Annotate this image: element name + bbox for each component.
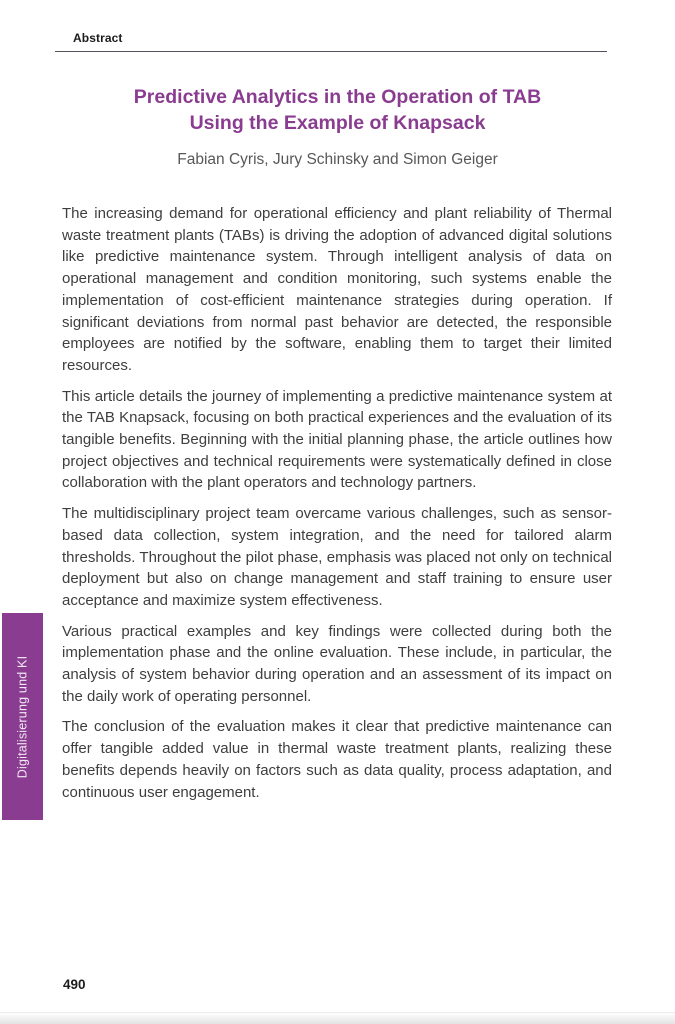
article-title [40,84,635,136]
abstract-paragraph: This article details the journey of implementing a predictive maintenance system at the TAB Knapsack, focusing on both practical experiences and the evaluation of its tangible benefits. Beginning with the initial planning phase, the article outlines how project objectives and technical requirements were systematically defined in close collaboration with the plant operators and technology partners. [62,387,612,492]
header-divider [55,51,607,52]
article-title-line2: Using the Example of Knapsack [189,112,486,134]
page-number: 490 [63,977,86,992]
running-header-label: Abstract [73,31,123,45]
abstract-paragraph: The increasing demand for operational efficiency and plant reliability of Thermal waste treatment plants (TABs) is driving the adoption of advanced digital solutions like predictive maintenance system. Through intelligent analysis of data on operational management and condition monitoring, such systems enable the implementation of cost-efficient maintenance strategies during operation. If significant deviations from normal past behavior are detected, the responsible employees are notified by the software, enabling them to target their limited resources. [62,205,612,374]
article-title-line1: Predictive Analytics in the Operation of TAB [133,86,542,108]
page-bottom-edge [0,1012,675,1024]
abstract-body [62,203,612,812]
chapter-side-tab [2,613,43,820]
chapter-side-tab-label: Digitalisierung und KI [15,655,30,778]
abstract-paragraph: The conclusion of the evaluation makes it clear that predictive maintenance can offer tangible added value in thermal waste treatment plants, realizing these benefits depends heavily on factors such as data quality, process adaptation, and continuous user engagement. [62,718,612,801]
abstract-paragraph: The multidisciplinary project team overcame various challenges, such as sensor-based data collection, system integration, and the need for tailored alarm thresholds. Throughout the pilot phase, emphasis was placed not only on technical deployment but also on change management and staff training to ensure user acceptance and maximize system effectiveness. [62,505,612,609]
article-authors: Fabian Cyris, Jury Schinsky and Simon Geiger [177,151,498,168]
abstract-paragraph: Various practical examples and key findings were collected during both the implementation phase and the online evaluation. These include, in particular, the analysis of system behavior during operation and an assessment of its impact on the daily work of operating personnel. [62,622,612,705]
